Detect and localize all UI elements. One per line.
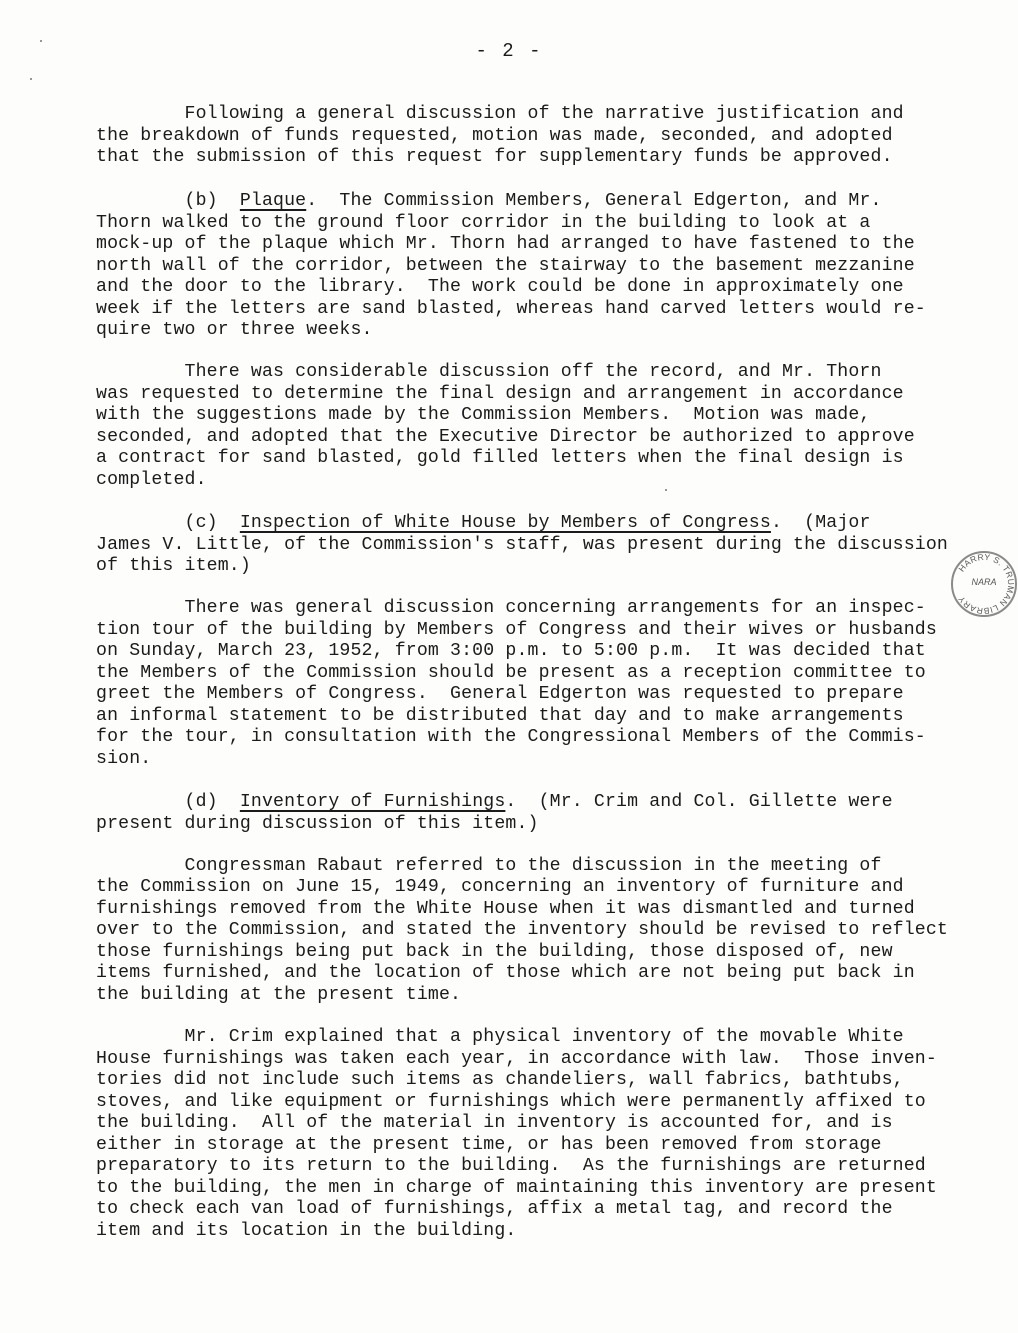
text-line: north wall of the corridor, between the stairway to the basement mezzanine [96, 256, 915, 276]
text-line: for the tour, in consultation with the Congressional Members of the Commis- [96, 727, 926, 747]
text-line: tion tour of the building by Members of Congress and their wives or husbands [96, 620, 937, 640]
text-line: furnishings removed from the White House when it was dismantled and turned [96, 899, 915, 919]
text-line: over to the Commission, and stated the inventory should be revised to reflect [96, 920, 948, 940]
text-line: quire two or three weeks. [96, 320, 373, 340]
section-heading-inspection: Inspection of White House by Members of Congress [239, 513, 771, 533]
text-line: James V. Little, of the Commission's staff, was present during the discussion [96, 535, 948, 555]
scan-speck [665, 489, 667, 491]
section-heading-inventory: Inventory of Furnishings [239, 792, 506, 812]
text-line: with the suggestions made by the Commission Members. Motion was made, [96, 405, 871, 425]
text-line: Congressman Rabaut referred to the discussion in the meeting of [96, 856, 882, 876]
text-line: preparatory to its return to the building. As the furnishings are returned [96, 1156, 926, 1176]
text-line: the Members of the Commission should be present as a reception committee to [96, 663, 926, 683]
text-line: stoves, and like equipment or furnishings which were permanently affixed to [96, 1092, 926, 1112]
text-line: sion. [96, 749, 152, 769]
text-line: either in storage at the present time, or has been removed from storage [96, 1135, 882, 1155]
text-line: a contract for sand blasted, gold filled letters when the final design is [96, 448, 904, 468]
text-line: to the building, the men in charge of maintaining this inventory are present [96, 1178, 937, 1198]
section-heading-plaque: Plaque [239, 191, 307, 211]
text-line: was requested to determine the final design and arrangement in accordance [96, 384, 904, 404]
text-line: There was considerable discussion off the record, and Mr. Thorn [96, 362, 882, 382]
section-heading-line: (d) Inventory of Furnishings. (Mr. Crim and Col. Gillette were [96, 792, 893, 812]
section-heading-line: (c) Inspection of White House by Members of Congress. (Major [96, 513, 871, 533]
text-line: Following a general discussion of the narrative justification and [96, 104, 904, 124]
scan-speck [40, 40, 42, 42]
text-line: present during discussion of this item.) [96, 814, 539, 834]
text-line: items furnished, and the location of those which are not being put back in [96, 963, 915, 983]
text-line: Thorn walked to the ground floor corridor in the building to look at a [96, 213, 871, 233]
library-stamp [951, 551, 1017, 617]
text-line: those furnishings being put back in the building, those disposed of, new [96, 942, 893, 962]
text-line: There was general discussion concerning arrangements for an inspec- [96, 598, 926, 618]
text-line: the building. All of the material in inventory is accounted for, and is [96, 1113, 893, 1133]
text-line: mock-up of the plaque which Mr. Thorn had arranged to have fastened to the [96, 234, 915, 254]
text-line: and the door to the library. The work could be done in approximately one [96, 277, 904, 297]
scan-speck [30, 78, 32, 80]
text-line: completed. [96, 470, 207, 490]
section-heading-line: (b) Plaque. The Commission Members, General Edgerton, and Mr. [96, 191, 882, 211]
text-line: tories did not include such items as chandeliers, wall fabrics, bathtubs, [96, 1070, 904, 1090]
text-line: Mr. Crim explained that a physical inventory of the movable White [96, 1027, 904, 1047]
text-line: seconded, and adopted that the Executive Director be authorized to approve [96, 427, 915, 447]
stamp-center-text: NARA [971, 577, 997, 587]
text-line: item and its location in the building. [96, 1221, 517, 1241]
text-line: to check each van load of furnishings, affix a metal tag, and record the [96, 1199, 893, 1219]
text-line: greet the Members of Congress. General Edgerton was requested to prepare [96, 684, 904, 704]
text-line: on Sunday, March 23, 1952, from 3:00 p.m. to 5:00 p.m. It was decided that [96, 641, 926, 661]
text-line: the building at the present time. [96, 985, 462, 1005]
text-line: an informal statement to be distributed that day and to make arrangements [96, 706, 904, 726]
text-line: that the submission of this request for supplementary funds be approved. [96, 147, 893, 167]
text-line: the Commission on June 15, 1949, concerning an inventory of furniture and [96, 877, 904, 897]
text-line: of this item.) [96, 556, 251, 576]
svg-text:HARRY S. TRUMAN LIBRARY: HARRY S. TRUMAN LIBRARY [955, 551, 1017, 617]
text-line: House furnishings was taken each year, in accordance with law. Those inven- [96, 1049, 937, 1069]
text-line: week if the letters are sand blasted, whereas hand carved letters would re- [96, 299, 926, 319]
text-line: the breakdown of funds requested, motion was made, seconded, and adopted [96, 126, 893, 146]
page-number: - 2 - [475, 40, 543, 62]
